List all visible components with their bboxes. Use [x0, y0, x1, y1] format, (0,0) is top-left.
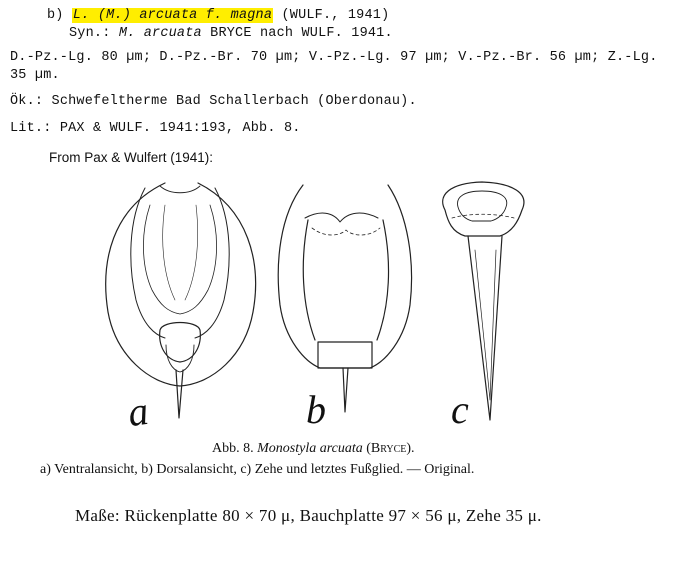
synonym-rest: BRYCE nach WULF. 1941.: [210, 26, 393, 41]
panel-a-ventral-drawing: [106, 183, 256, 418]
panel-c-foot-segment: [443, 182, 524, 236]
ecology-text: Schwefeltherme Bad Schallerbach (Oberdonau).: [51, 94, 417, 109]
panel-label-a: a: [124, 387, 152, 436]
panel-a-inner-organs: [143, 205, 216, 314]
panel-b-toe: [343, 368, 348, 412]
taxon-author: (WULF., 1941): [281, 8, 390, 23]
literature-text: PAX & WULF. 1941:193, Abb. 8.: [59, 121, 301, 136]
literature-label: Lit.:: [10, 121, 52, 136]
caption-figure-number: Abb. 8.: [212, 441, 254, 456]
panel-c-inner-ring: [458, 191, 507, 221]
panel-c-toe-drawing: [443, 182, 524, 420]
panel-b-foot-plate: [318, 342, 372, 368]
caption-species-name: Monostyla arcuata: [257, 441, 363, 456]
panel-b-head-edge: [305, 213, 378, 222]
figure-source-caption: From Pax & Wulfert (1941):: [49, 150, 214, 165]
figure-caption-line-2: a) Ventralansicht, b) Dorsalansicht, c) Zehe und letztes Fußglied. — Original.: [40, 462, 475, 477]
panel-a-lorica-outline: [106, 183, 256, 386]
dimensions-line: Maße: Rückenplatte 80 × 70 μ, Bauchplatte 97 × 56 μ, Zehe 35 μ.: [75, 506, 542, 525]
synonym-name: M. arcuata: [118, 26, 202, 41]
panel-b-dashed-line: [312, 228, 380, 235]
measurements-line-2: 35 µm.: [10, 68, 60, 83]
panel-a-inner-line: [163, 205, 198, 300]
panel-a-head-notch: [160, 186, 200, 193]
panel-c-dashed-joint: [452, 214, 514, 218]
panel-b-lorica-outline: [278, 185, 411, 368]
panel-b-dorsal-drawing: [278, 185, 411, 412]
ecology-label: Ök.:: [10, 94, 44, 109]
caption-species-author: (Bryce).: [366, 441, 415, 456]
panel-a-toe: [176, 370, 183, 418]
panel-b-dorsal-plate: [303, 220, 388, 340]
panel-a-mastax: [160, 323, 201, 363]
panel-label-c: c: [451, 387, 469, 432]
measurements-line-1: D.-Pz.-Lg. 80 µm; D.-Pz.-Br. 70 µm; V.-Pz.-Lg. 97 µm; V.-Pz.-Br. 56 µm; Z.-Lg.: [10, 50, 658, 65]
panel-a-ventral-plate: [131, 188, 229, 338]
panel-c-toe-body: [468, 236, 502, 420]
synonym-prefix: Syn.:: [69, 26, 111, 41]
panel-label-b: b: [306, 387, 326, 432]
entry-label: b): [47, 8, 64, 23]
highlighted-taxon-name: L. (M.) arcuata f. magna: [72, 8, 273, 23]
figure-caption-line-1: [212, 441, 415, 457]
